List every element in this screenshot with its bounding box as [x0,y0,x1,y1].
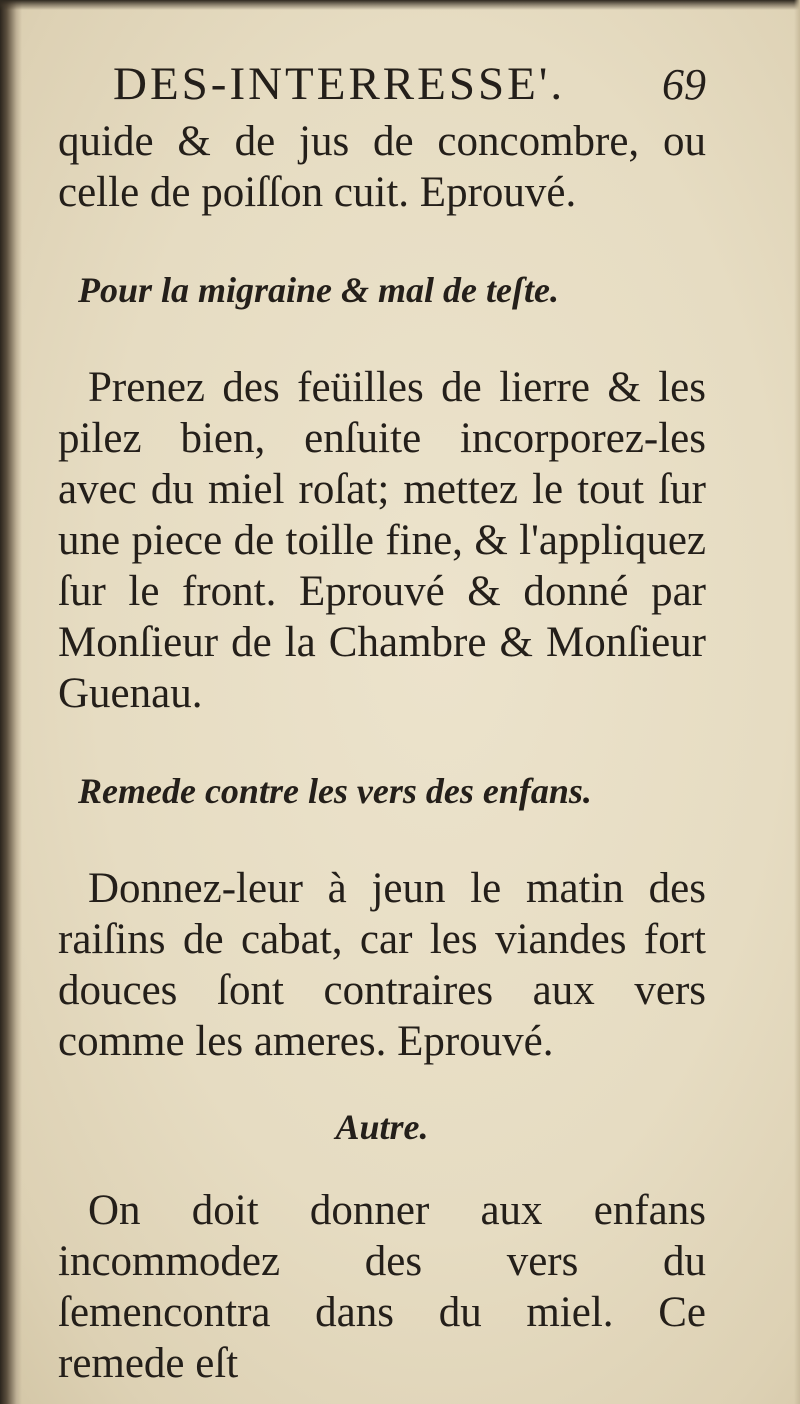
paragraph-autre-remedy: On doit donner aux enfans incommodez des vers du ſemencontra dans du miel. Ce remede eſt [58,1187,706,1387]
top-edge-shadow [0,0,800,10]
paragraph-migraine-remedy: Prenez des feüilles de lierre & les pilez bien, enſuite incorporez-les avec du miel roſat; mettez le tout ſur une piece de toille fine, & l'appliquez ſur le front. Eprouvé & donné par Monſieur de la Chambre & Monſieur Guenau. [58,364,706,717]
book-gutter-shadow [0,0,22,1404]
heading-worms: Remede contre les vers des enfans. [78,771,592,811]
running-title: DES-INTERRESSE'. [113,58,566,110]
heading-autre: Autre. [335,1107,429,1147]
page-text-block [58,52,706,1389]
page-number: 69 [662,60,706,109]
paragraph-continuation: quide & de jus de concombre, ou celle de poiſſon cuit. Eprouvé. [58,118,706,216]
paragraph-worms-remedy: Donnez-leur à jeun le matin des raiſins de cabat, car les viandes fort douces ſont contraires aux vers comme les ameres. Eprouvé. [58,865,706,1065]
right-edge-shade [794,0,800,1404]
running-header [58,52,706,116]
heading-migraine: Pour la migraine & mal de teſte. [78,270,559,310]
